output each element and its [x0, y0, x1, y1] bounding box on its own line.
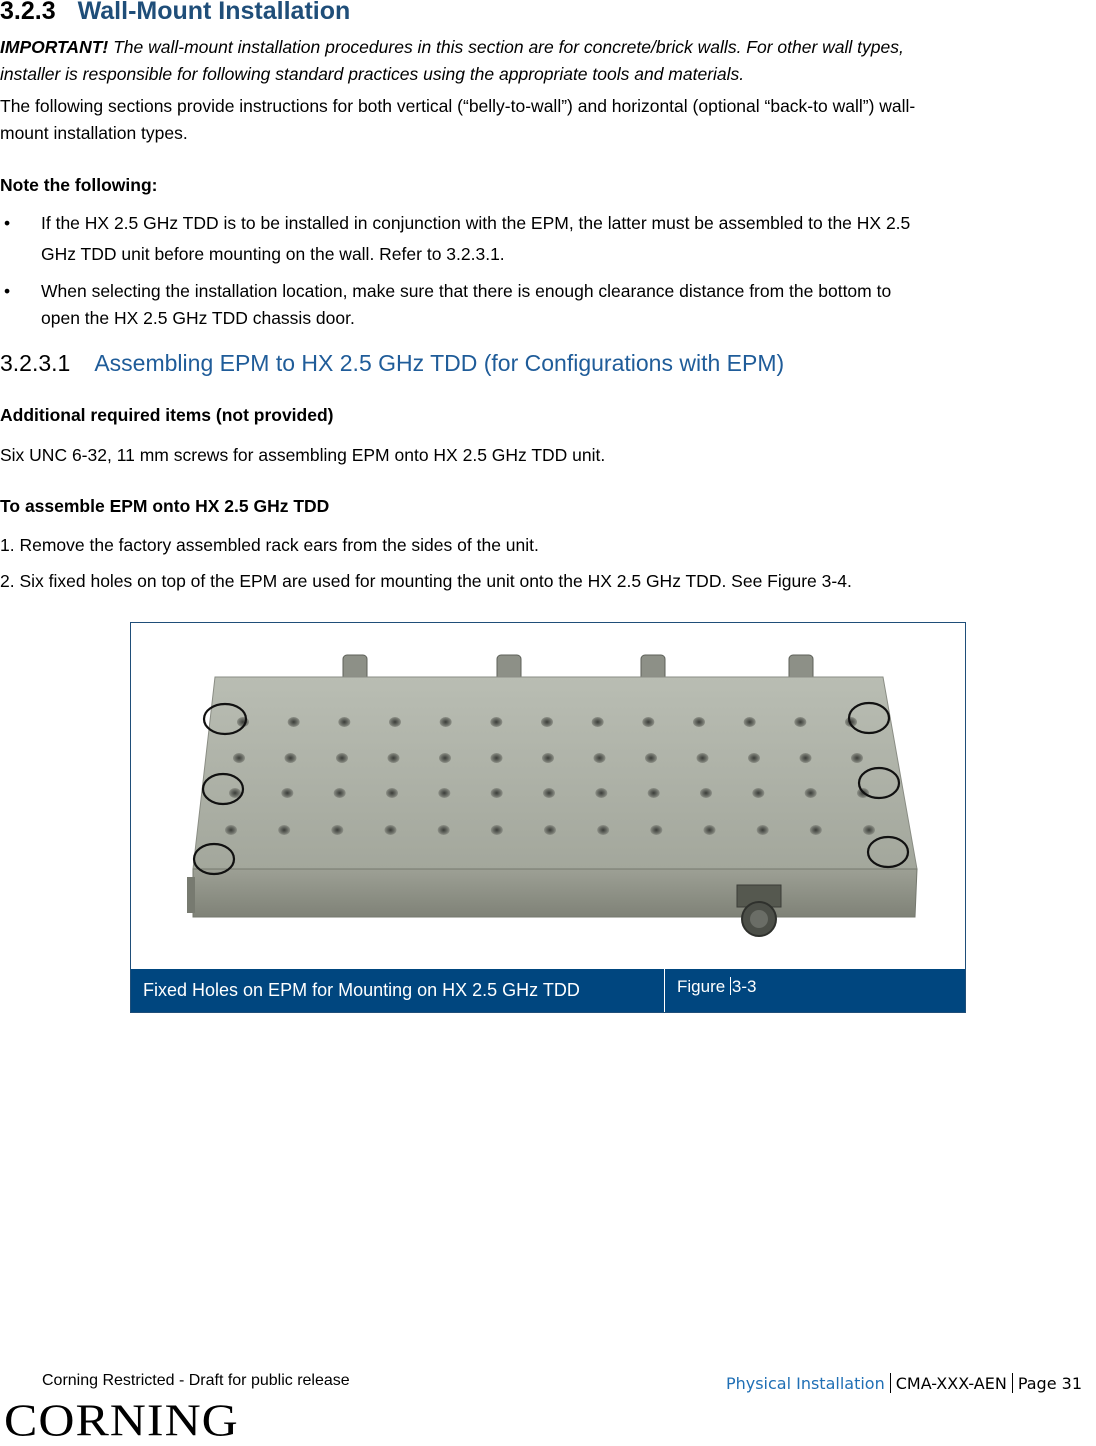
- important-note: [0, 34, 1096, 88]
- mounting-hole: [851, 753, 863, 763]
- important-label: IMPORTANT!: [0, 37, 109, 57]
- mounting-hole: [336, 753, 348, 763]
- mounting-hole: [288, 717, 300, 727]
- mounting-hole: [704, 825, 716, 835]
- mounting-hole: [697, 753, 709, 763]
- mounting-hole: [748, 753, 760, 763]
- mounting-hole: [439, 753, 451, 763]
- bullet-2-line-2: open the HX 2.5 GHz TDD chassis door.: [41, 308, 355, 328]
- mounting-hole: [595, 788, 607, 798]
- subsection-title: Assembling EPM to HX 2.5 GHz TDD (for Configurations with EPM): [94, 350, 785, 376]
- intro-line-1: The following sections provide instructions for both vertical (“belly-to-wall”) and horizontal (optional “back-to wall”) wall-: [0, 96, 916, 116]
- section-number: 3.2.3: [0, 0, 56, 25]
- footer-separator: [1012, 1373, 1013, 1393]
- important-line-2: installer is responsible for following standard practices using the appropriate tools and materials.: [0, 64, 745, 84]
- mounting-hole: [642, 717, 654, 727]
- mounting-hole: [544, 825, 556, 835]
- footer-info: [726, 1373, 1082, 1393]
- mounting-hole: [491, 825, 503, 835]
- mounting-hole: [805, 788, 817, 798]
- figure-caption: Fixed Holes on EPM for Mounting on HX 2.5 GHz TDD: [143, 980, 580, 1000]
- mounting-hole: [285, 753, 297, 763]
- intro-line-2: mount installation types.: [0, 123, 188, 143]
- figure-number-value: 3-3: [731, 977, 757, 996]
- bullet-icon: •: [4, 281, 11, 301]
- mounting-hole: [541, 717, 553, 727]
- mounting-hole: [334, 788, 346, 798]
- mounting-hole: [592, 717, 604, 727]
- footer-doc: CMA-XXX-AEN: [895, 1374, 1007, 1393]
- mounting-hole: [338, 717, 350, 727]
- caption-divider: [664, 969, 665, 1012]
- bullet-1-line-1: If the HX 2.5 GHz TDD is to be installed in conjunction with the EPM, the latter must be assembled to the HX 2.5: [41, 213, 911, 233]
- procedure-step-2: 2. Six fixed holes on top of the EPM are used for mounting the unit onto the HX 2.5 GHz TDD. See Figure 3-4.: [0, 571, 852, 591]
- bullet-icon: •: [4, 213, 11, 233]
- required-text: Six UNC 6-32, 11 mm screws for assembling EPM onto HX 2.5 GHz TDD unit.: [0, 445, 606, 465]
- mounting-hole: [386, 788, 398, 798]
- mounting-hole: [597, 825, 609, 835]
- mounting-hole: [794, 717, 806, 727]
- mounting-hole: [490, 717, 502, 727]
- intro-paragraph: [0, 93, 915, 147]
- footer-restriction: Corning Restricted - Draft for public release: [42, 1372, 350, 1389]
- subsection-number: 3.2.3.1: [0, 350, 71, 376]
- mounting-hole: [388, 753, 400, 763]
- mounting-hole: [278, 825, 290, 835]
- mounting-hole: [440, 717, 452, 727]
- figure-frame: [130, 622, 966, 1013]
- mounting-hole: [281, 788, 293, 798]
- procedure-heading: To assemble EPM onto HX 2.5 GHz TDD: [0, 496, 330, 516]
- figure-label: Figure: [677, 977, 730, 996]
- mounting-hole: [438, 788, 450, 798]
- figure-number-divider: [730, 977, 731, 995]
- mounting-hole: [752, 788, 764, 798]
- corning-logo: CORNING: [4, 1394, 239, 1446]
- mounting-hole: [810, 825, 822, 835]
- mounting-hole: [744, 717, 756, 727]
- mounting-hole: [225, 825, 237, 835]
- list-item: [0, 210, 1096, 270]
- mounting-hole: [491, 788, 503, 798]
- important-line-1: The wall-mount installation procedures in this section are for concrete/brick walls. For other wall types,: [108, 37, 904, 57]
- mounting-hole: [693, 717, 705, 727]
- mounting-hole: [650, 825, 662, 835]
- bottom-connector: [737, 885, 781, 936]
- mounting-hole: [331, 825, 343, 835]
- mounting-hole: [543, 788, 555, 798]
- note-heading: Note the following:: [0, 175, 158, 195]
- mounting-hole: [491, 753, 503, 763]
- mounting-hole: [700, 788, 712, 798]
- mounting-hole: [385, 825, 397, 835]
- epm-illustration: [131, 623, 965, 969]
- figure-number: [677, 977, 757, 997]
- mounting-hole: [438, 825, 450, 835]
- mounting-hole: [542, 753, 554, 763]
- section-title: Wall-Mount Installation: [77, 0, 351, 25]
- bullet-2-line-1: When selecting the installation location, make sure that there is enough clearance distance from the bottom to: [41, 281, 892, 301]
- mounting-hole: [863, 825, 875, 835]
- mounting-hole: [389, 717, 401, 727]
- mounting-hole: [757, 825, 769, 835]
- footer-separator: [890, 1373, 891, 1393]
- subsection-heading: [0, 350, 784, 377]
- mounting-hole: [594, 753, 606, 763]
- procedure-step-1: 1. Remove the factory assembled rack ears from the sides of the unit.: [0, 535, 539, 555]
- required-heading: Additional required items (not provided): [0, 405, 334, 425]
- footer-section: Physical Installation: [725, 1374, 885, 1393]
- figure-caption-bar: [131, 969, 965, 1012]
- mounting-hole: [800, 753, 812, 763]
- bullet-1-line-2: GHz TDD unit before mounting on the wall. Refer to 3.2.3.1.: [41, 244, 505, 264]
- mounting-hole: [648, 788, 660, 798]
- mounting-hole: [645, 753, 657, 763]
- section-heading: [0, 0, 350, 26]
- footer-page: Page 31: [1017, 1374, 1082, 1393]
- mounting-hole: [233, 753, 245, 763]
- list-item: [0, 278, 1096, 334]
